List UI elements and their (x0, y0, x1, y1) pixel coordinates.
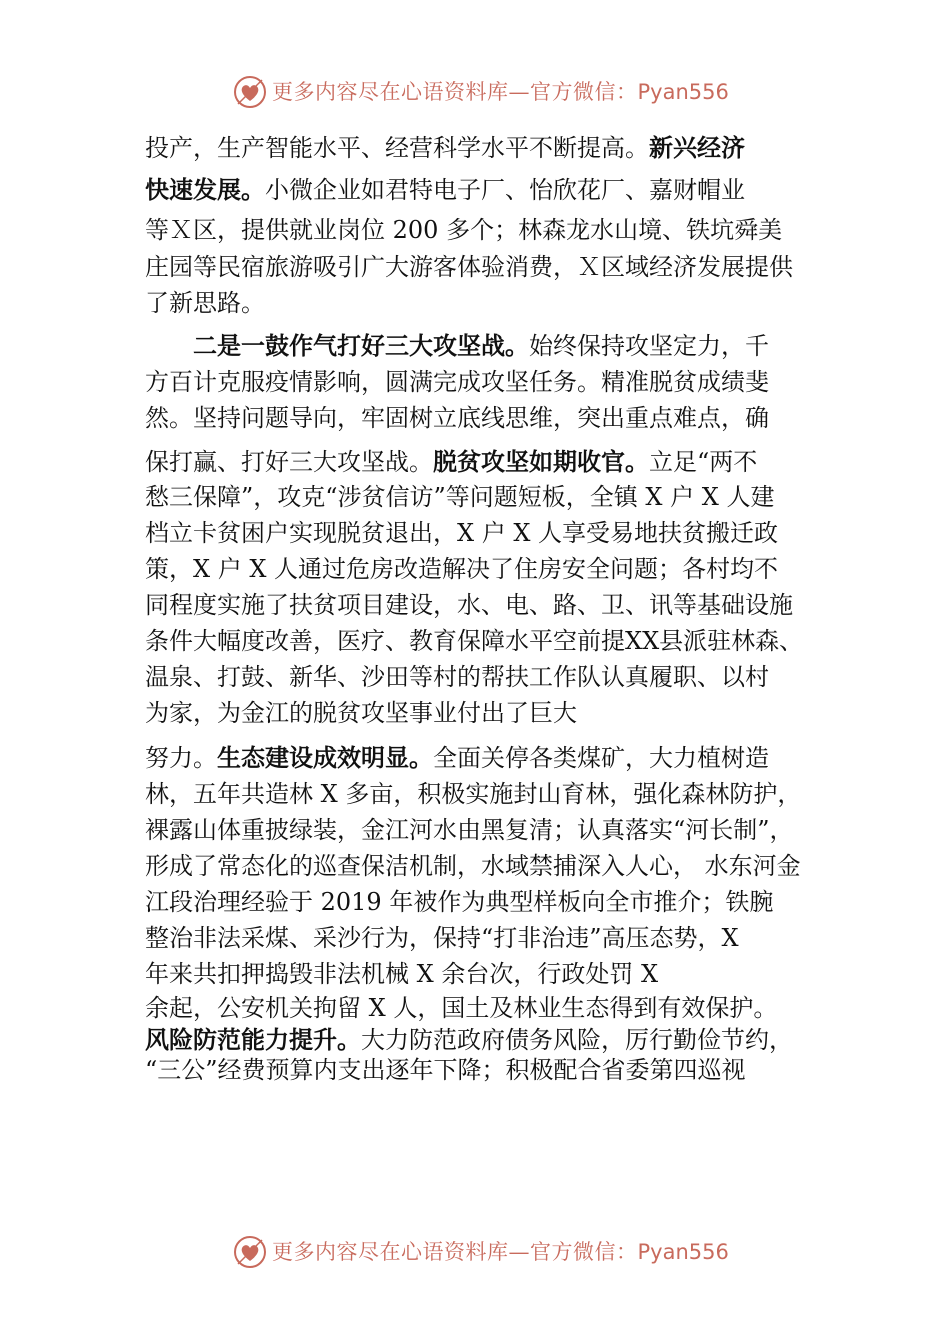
text-line: 年来共扣押捣毁非法机械 X 余台次，行政处罚 X (145, 960, 659, 988)
watermark-header (0, 72, 950, 112)
text-line: 愁三保障”，攻克“涉贫信访”等问题短板，全镇 X 户 X 人建 (145, 483, 775, 511)
watermark-footer (0, 1232, 950, 1272)
text-line: 整治非法采煤、采沙行为，保持“打非治违”高压态势，X (145, 924, 739, 952)
text-line: 林，五年共造林 X 多亩，积极实施封山育林，强化森林防护， (145, 780, 802, 808)
text-line: 等Ｘ区，提供就业岗位 200 多个；林森龙水山境、铁坑舜美 (145, 216, 783, 244)
text-line: 为家，为金江的脱贫攻坚事业付出了巨大 (145, 699, 577, 727)
text-line: 形成了常态化的巡查保洁机制，水域禁捕深入人心， 水东河金 (145, 852, 801, 880)
heart-logo-icon (232, 1234, 268, 1270)
text-line: 努力。生态建设成效明显。全面关停各类煤矿，大力植树造 (145, 744, 769, 772)
text-line: 余起，公安机关拘留 X 人，国土及林业生态得到有效保护。 (145, 994, 778, 1022)
text-line: 同程度实施了扶贫项目建设，水、电、路、卫、讯等基础设施 (145, 591, 793, 619)
text-line: 风险防范能力提升。大力防范政府债务风险，厉行勤俭节约， (145, 1026, 793, 1054)
text-line: 江段治理经验于 2019 年被作为典型样板向全市推介；铁腕 (145, 888, 774, 916)
text-line: 档立卡贫困户实现脱贫退出，X 户 X 人享受易地扶贫搬迁政 (145, 519, 779, 547)
text-line: 温泉、打鼓、新华、沙田等村的帮扶工作队认真履职、以村 (145, 663, 769, 691)
text-line: 条件大幅度改善，医疗、教育保障水平空前提XX县派驻林森、 (145, 627, 804, 655)
text-line: 了新思路。 (145, 289, 265, 317)
watermark-wechat-id: Pyan556 (637, 80, 729, 104)
text-line: 二是一鼓作气打好三大攻坚战。始终保持攻坚定力，千 (193, 332, 769, 360)
text-line: 投产，生产智能水平、经营科学水平不断提高。新兴经济 (145, 134, 745, 162)
watermark-wechat-id: Pyan556 (637, 1240, 729, 1264)
text-line: 快速发展。小微企业如君特电子厂、怡欣花厂、嘉财帽业 (145, 176, 745, 204)
text-line: 策，X 户 X 人通过危房改造解决了住房安全问题；各村均不 (145, 555, 779, 583)
heart-logo-icon (232, 74, 268, 110)
watermark-text: 更多内容尽在心语资料库—官方微信：Pyan556 (272, 1240, 729, 1264)
text-line: 方百计克服疫情影响，圆满完成攻坚任务。精准脱贫成绩斐 (145, 368, 769, 396)
text-line: 然。坚持问题导向，牢固树立底线思维，突出重点难点，确 (145, 404, 769, 432)
text-line: 保打赢、打好三大攻坚战。脱贫攻坚如期收官。立足“两不 (145, 448, 758, 476)
text-line: 裸露山体重披绿装，金江河水由黑复清；认真落实“河长制”， (145, 816, 794, 844)
text-line: 庄园等民宿旅游吸引广大游客体验消费，Ｘ区域经济发展提供 (145, 253, 793, 281)
watermark-text: 更多内容尽在心语资料库—官方微信：Pyan556 (272, 80, 729, 104)
text-line: “三公”经费预算内支出逐年下降；积极配合省委第四巡视 (145, 1056, 746, 1084)
